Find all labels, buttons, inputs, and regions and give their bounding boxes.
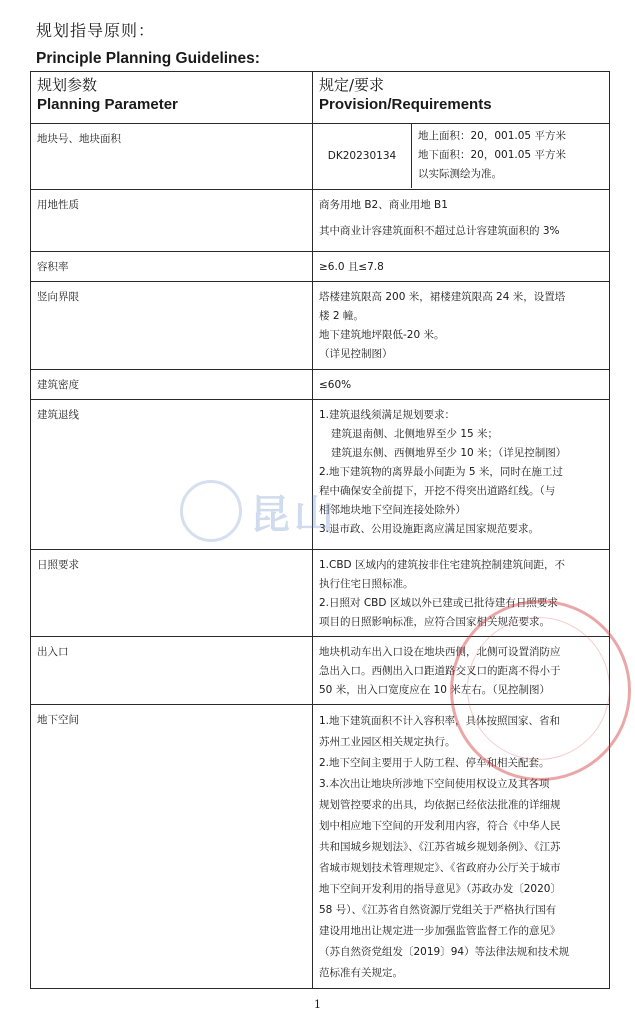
table-row [31,705,610,989]
row-value [313,190,610,252]
text-line: 建筑退东侧、西侧地界至少 10 米；（详见控制图） [331,447,567,459]
underground-area: 地下面积：20，001.05 平方米 [418,149,566,161]
text-line: 塔楼建筑限高 200 米，裙楼建筑限高 24 米，设置塔 [319,291,566,303]
text-line: 建设用地出让规定进一步加强监管监督工作的意见》 [319,925,561,937]
row-value [313,282,610,370]
text-line: 地下建筑地坪限低-20 米。 [319,329,445,341]
text-line: 1.CBD 区域内的建筑按非住宅建筑控制建筑间距，不 [319,559,565,571]
planning-guidelines-table [30,71,610,989]
table-row [31,637,610,705]
text-line: 2.地下建筑物的离界最小间距为 5 米，同时在施工过 [319,466,563,478]
text-line: 共和国城乡规划法》、《江苏省城乡规划条例》、《江苏 [319,841,561,853]
land-use-type: 商务用地 B2、商业用地 B1 [319,199,448,211]
text-line: 苏州工业园区相关规定执行。 [319,736,456,748]
text-line: 2.日照对 CBD 区域以外已建或已批待建有日照要求 [319,597,558,609]
row-label: 容积率 [31,252,313,282]
text-line: 划中相应地下空间的开发利用内容，符合《中华人民 [319,820,561,832]
text-line: 急出入口。西侧出入口距道路交叉口的距离不得小于 [319,665,561,677]
text-line: 2.地下空间主要用于人防工程、停车和相关配套。 [319,757,550,769]
row-label: 出入口 [31,637,313,705]
land-use-note: 其中商业计容建筑面积不超过总计容建筑面积的 3% [319,225,560,237]
text-line: 省城市规划技术管理规定》、《省政府办公厅关于城市 [319,862,561,874]
watermark-text: 昆山 [250,491,338,538]
row-label: 建筑退线 [31,400,313,550]
table-row [31,190,610,252]
header-parameter-en: Planning Parameter [37,96,178,113]
row-value [313,637,610,705]
row-label: 地块号、地块面积 [31,124,313,190]
plot-area-cell [313,124,610,190]
header-requirements-cn: 规定/要求 [319,76,385,94]
row-value [313,705,610,989]
row-label: 日照要求 [31,550,313,637]
table-row [31,282,610,370]
row-label: 用地性质 [31,190,313,252]
section-title-en: Principle Planning Guidelines: [36,50,260,67]
text-line: 3.本次出让地块所涉地下空间使用权设立及其各项 [319,778,550,790]
table-header-row [31,72,610,124]
text-line: 楼 2 幢。 [319,310,364,322]
header-requirements-en: Provision/Requirements [319,96,492,113]
text-line: 58 号）、《江苏省自然资源厅党组关于严格执行国有 [319,904,557,916]
text-line: 相邻地块地下空间连接处除外） [319,504,466,516]
text-line: 建筑退南侧、北侧地界至少 15 米； [331,428,499,440]
text-line: 执行住宅日照标准。 [319,578,414,590]
row-label: 建筑密度 [31,370,313,400]
row-value: ≤60% [313,370,610,400]
above-ground-area: 地上面积：20，001.05 平方米 [418,130,566,142]
plot-number: DK20230134 [313,124,412,188]
text-line: （苏自然资党组发〔2019〕94）等法律法规和技术规 [319,946,570,958]
text-line: 规划管控要求的出具，均依据已经依法批准的详细规 [319,799,561,811]
text-line: 3.退市政、公用设施距离应满足国家规范要求。 [319,523,540,535]
text-line: 程中确保安全前提下，开挖不得突出道路红线。（与 [319,485,556,497]
text-line: 地下空间开发利用的指导意见》（苏政办发〔2020〕 [319,883,561,895]
table-row [31,400,610,550]
plot-area-lines [412,124,610,188]
table-row [31,124,610,190]
row-value: ≥6.0 且≤7.8 [313,252,610,282]
text-line: 范标准有关规定。 [319,967,403,979]
text-line: 项目的日照影响标准，应符合国家相关规范要求。 [319,616,550,628]
table-row [31,550,610,637]
table-row [31,252,610,282]
text-line: 1.地下建筑面积不计入容积率，具体按照国家、省和 [319,715,561,727]
header-parameter-cn: 规划参数 [37,76,98,94]
row-label: 竖向界限 [31,282,313,370]
text-line: （详见控制图） [319,348,393,360]
section-title-cn: 规划指导原则： [36,21,156,40]
header-cell-requirements [313,72,610,124]
table-row [31,370,610,400]
page-number: 1 [314,998,321,1011]
row-value [313,550,610,637]
text-line: 1.建筑退线须满足规划要求： [319,409,456,421]
row-value [313,400,610,550]
header-cell-parameter [31,72,313,124]
area-note: 以实际测绘为准。 [418,168,502,180]
text-line: 地块机动车出入口设在地块西侧，北侧可设置消防应 [319,646,561,658]
text-line: 50 米，出入口宽度应在 10 米左右。（见控制图） [319,684,550,696]
row-label: 地下空间 [31,705,313,989]
